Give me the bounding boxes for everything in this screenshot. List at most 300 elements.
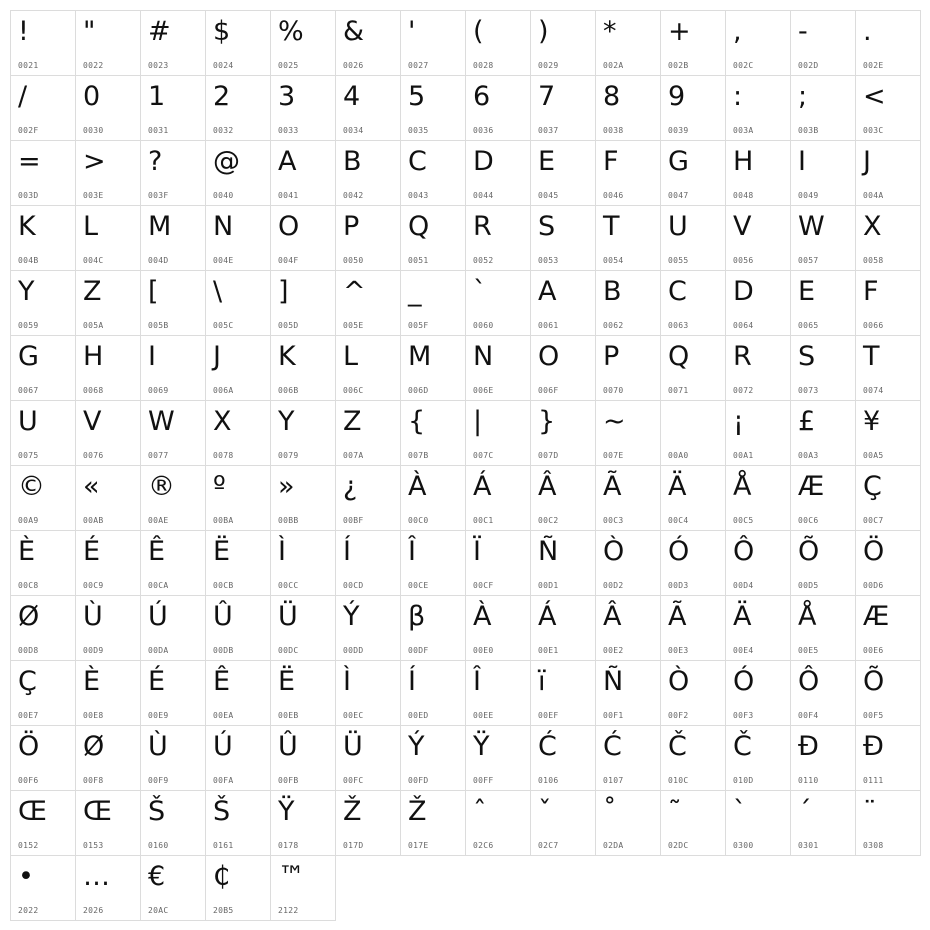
glyph-character: 0 bbox=[83, 81, 101, 112]
glyph-character: N bbox=[213, 211, 234, 242]
glyph-cell bbox=[595, 660, 661, 726]
glyph-character: _ bbox=[408, 276, 422, 307]
glyph-cell bbox=[595, 270, 661, 336]
glyph-codepoint: 003E bbox=[83, 191, 104, 200]
glyph-character: Á bbox=[538, 601, 557, 632]
glyph-codepoint: 002F bbox=[18, 126, 39, 135]
glyph-character: Đ bbox=[798, 731, 819, 762]
glyph-codepoint: 00BB bbox=[278, 516, 299, 525]
glyph-codepoint: 005C bbox=[213, 321, 234, 330]
glyph-codepoint: 00D5 bbox=[798, 581, 819, 590]
glyph-cell bbox=[140, 855, 206, 921]
glyph-character: P bbox=[343, 211, 360, 242]
glyph-codepoint: 00FC bbox=[343, 776, 364, 785]
glyph-codepoint: 02DC bbox=[668, 841, 689, 850]
glyph-codepoint: 004D bbox=[148, 256, 169, 265]
glyph-codepoint: 004B bbox=[18, 256, 39, 265]
glyph-cell bbox=[855, 465, 921, 531]
glyph-codepoint: 00F8 bbox=[83, 776, 104, 785]
glyph-codepoint: 0111 bbox=[863, 776, 884, 785]
glyph-codepoint: 005A bbox=[83, 321, 104, 330]
glyph-codepoint: 02DA bbox=[603, 841, 624, 850]
glyph-codepoint: 0058 bbox=[863, 256, 884, 265]
glyph-codepoint: 0160 bbox=[148, 841, 169, 850]
glyph-cell bbox=[10, 140, 76, 206]
glyph-codepoint: 00DF bbox=[408, 646, 429, 655]
glyph-codepoint: 002E bbox=[863, 61, 884, 70]
glyph-cell bbox=[75, 75, 141, 141]
glyph-character: À bbox=[473, 601, 492, 632]
glyph-codepoint: 0063 bbox=[668, 321, 689, 330]
glyph-codepoint: 00F3 bbox=[733, 711, 754, 720]
glyph-character: U bbox=[668, 211, 688, 242]
glyph-codepoint: 005B bbox=[148, 321, 169, 330]
glyph-character: - bbox=[798, 16, 808, 47]
glyph-character: # bbox=[148, 16, 171, 47]
glyph-character: \ bbox=[213, 276, 223, 307]
glyph-character: Ÿ bbox=[473, 731, 490, 762]
glyph-character: J bbox=[213, 341, 221, 372]
glyph-character: D bbox=[733, 276, 754, 307]
glyph-cell bbox=[660, 725, 726, 791]
glyph-character: ) bbox=[538, 16, 549, 47]
glyph-cell bbox=[335, 790, 401, 856]
glyph-character: . bbox=[863, 16, 872, 47]
glyph-character: W bbox=[148, 406, 175, 437]
glyph-cell bbox=[790, 10, 856, 76]
glyph-cell bbox=[465, 530, 531, 596]
glyph-character: Û bbox=[278, 731, 298, 762]
glyph-character: Ú bbox=[148, 601, 168, 632]
glyph-codepoint: 0048 bbox=[733, 191, 754, 200]
glyph-cell bbox=[205, 855, 271, 921]
glyph-cell bbox=[855, 660, 921, 726]
glyph-character: Â bbox=[538, 471, 557, 502]
glyph-character: Ô bbox=[733, 536, 755, 567]
glyph-codepoint: 010D bbox=[733, 776, 754, 785]
glyph-codepoint: 005D bbox=[278, 321, 299, 330]
glyph-codepoint: 0043 bbox=[408, 191, 429, 200]
glyph-cell bbox=[725, 10, 791, 76]
glyph-character: • bbox=[18, 861, 34, 892]
glyph-cell bbox=[10, 855, 76, 921]
glyph-codepoint: 0041 bbox=[278, 191, 299, 200]
glyph-cell bbox=[335, 400, 401, 466]
glyph-codepoint: 0040 bbox=[213, 191, 234, 200]
glyph-character: R bbox=[473, 211, 492, 242]
glyph-codepoint: 004E bbox=[213, 256, 234, 265]
glyph-codepoint: 00CD bbox=[343, 581, 364, 590]
glyph-character: È bbox=[18, 536, 36, 567]
glyph-character: Æ bbox=[863, 601, 890, 632]
glyph-cell bbox=[725, 595, 791, 661]
glyph-codepoint: 0055 bbox=[668, 256, 689, 265]
glyph-cell bbox=[530, 790, 596, 856]
glyph-character: F bbox=[603, 146, 619, 177]
glyph-cell bbox=[75, 790, 141, 856]
glyph-character: Ö bbox=[863, 536, 885, 567]
glyph-character: { bbox=[408, 406, 426, 437]
glyph-cell bbox=[465, 465, 531, 531]
glyph-cell bbox=[790, 140, 856, 206]
glyph-cell bbox=[270, 270, 336, 336]
glyph-cell bbox=[790, 75, 856, 141]
glyph-character: ( bbox=[473, 16, 484, 47]
glyph-character: Ø bbox=[18, 601, 40, 632]
glyph-character: Í bbox=[408, 666, 416, 697]
glyph-cell bbox=[140, 270, 206, 336]
glyph-character: Ê bbox=[213, 666, 231, 697]
glyph-cell bbox=[465, 75, 531, 141]
glyph-codepoint: 00E4 bbox=[733, 646, 754, 655]
glyph-character: ~ bbox=[603, 406, 626, 437]
glyph-cell bbox=[595, 530, 661, 596]
glyph-cell bbox=[530, 10, 596, 76]
glyph-cell bbox=[10, 75, 76, 141]
glyph-character: Q bbox=[408, 211, 430, 242]
glyph-character: Ï bbox=[473, 536, 481, 567]
glyph-codepoint: 0047 bbox=[668, 191, 689, 200]
glyph-character: U bbox=[18, 406, 38, 437]
glyph-character: Õ bbox=[863, 666, 885, 697]
glyph-character: 6 bbox=[473, 81, 491, 112]
glyph-cell bbox=[205, 465, 271, 531]
glyph-character: Ë bbox=[278, 666, 296, 697]
glyph-codepoint: 00A1 bbox=[733, 451, 754, 460]
glyph-character: Q bbox=[668, 341, 690, 372]
glyph-character: É bbox=[148, 666, 166, 697]
glyph-character: Z bbox=[83, 276, 102, 307]
glyph-codepoint: 0035 bbox=[408, 126, 429, 135]
glyph-character: Ã bbox=[603, 471, 622, 502]
glyph-character: $ bbox=[213, 16, 231, 47]
glyph-character: Ÿ bbox=[278, 796, 295, 827]
glyph-cell bbox=[595, 205, 661, 271]
glyph-character: E bbox=[798, 276, 816, 307]
glyph-cell bbox=[400, 725, 466, 791]
glyph-codepoint: 0030 bbox=[83, 126, 104, 135]
glyph-character: E bbox=[538, 146, 556, 177]
glyph-codepoint: 005E bbox=[343, 321, 364, 330]
glyph-cell bbox=[790, 270, 856, 336]
glyph-cell bbox=[725, 660, 791, 726]
glyph-codepoint: 0023 bbox=[148, 61, 169, 70]
glyph-character: Ć bbox=[603, 731, 622, 762]
glyph-codepoint: 00EE bbox=[473, 711, 494, 720]
glyph-cell bbox=[205, 140, 271, 206]
glyph-cell bbox=[335, 530, 401, 596]
glyph-character: Ã bbox=[668, 601, 687, 632]
glyph-cell bbox=[400, 75, 466, 141]
glyph-codepoint: 004F bbox=[278, 256, 299, 265]
glyph-cell bbox=[270, 140, 336, 206]
glyph-character: V bbox=[83, 406, 102, 437]
glyph-character: € bbox=[148, 861, 166, 892]
glyph-cell bbox=[75, 335, 141, 401]
glyph-cell bbox=[790, 595, 856, 661]
glyph-character: … bbox=[83, 861, 110, 892]
glyph-codepoint: 2122 bbox=[278, 906, 299, 915]
glyph-character: K bbox=[18, 211, 36, 242]
glyph-character: Č bbox=[668, 731, 687, 762]
glyph-codepoint: 00C4 bbox=[668, 516, 689, 525]
glyph-character: ˆ bbox=[473, 796, 487, 827]
glyph-character: Á bbox=[473, 471, 492, 502]
glyph-character: S bbox=[798, 341, 816, 372]
glyph-codepoint: 007A bbox=[343, 451, 364, 460]
glyph-character: Ú bbox=[213, 731, 233, 762]
glyph-cell bbox=[855, 205, 921, 271]
glyph-codepoint: 00D3 bbox=[668, 581, 689, 590]
glyph-codepoint: 0025 bbox=[278, 61, 299, 70]
glyph-cell bbox=[140, 530, 206, 596]
glyph-codepoint: 0076 bbox=[83, 451, 104, 460]
glyph-codepoint: 2026 bbox=[83, 906, 104, 915]
glyph-cell bbox=[270, 400, 336, 466]
glyph-cell bbox=[530, 140, 596, 206]
glyph-character: Í bbox=[343, 536, 351, 567]
glyph-cell bbox=[725, 790, 791, 856]
glyph-cell bbox=[10, 205, 76, 271]
glyph-character: B bbox=[343, 146, 362, 177]
glyph-cell bbox=[400, 530, 466, 596]
glyph-codepoint: 010C bbox=[668, 776, 689, 785]
glyph-character: © bbox=[18, 471, 45, 502]
glyph-cell bbox=[725, 465, 791, 531]
glyph-cell bbox=[725, 725, 791, 791]
glyph-cell bbox=[530, 270, 596, 336]
glyph-character: Ä bbox=[668, 471, 687, 502]
glyph-character: ; bbox=[798, 81, 808, 112]
glyph-cell bbox=[10, 530, 76, 596]
glyph-character: À bbox=[408, 471, 427, 502]
glyph-codepoint: 007B bbox=[408, 451, 429, 460]
glyph-codepoint: 00E3 bbox=[668, 646, 689, 655]
glyph-character: 2 bbox=[213, 81, 231, 112]
glyph-codepoint: 0049 bbox=[798, 191, 819, 200]
glyph-character: Ô bbox=[798, 666, 820, 697]
glyph-character: 8 bbox=[603, 81, 621, 112]
glyph-cell bbox=[140, 790, 206, 856]
glyph-cell bbox=[335, 595, 401, 661]
glyph-codepoint: 0022 bbox=[83, 61, 104, 70]
glyph-cell bbox=[595, 400, 661, 466]
glyph-cell bbox=[400, 270, 466, 336]
glyph-codepoint: 0070 bbox=[603, 386, 624, 395]
glyph-codepoint: 003C bbox=[863, 126, 884, 135]
glyph-cell bbox=[530, 205, 596, 271]
glyph-character: 9 bbox=[668, 81, 686, 112]
glyph-codepoint: 00C3 bbox=[603, 516, 624, 525]
glyph-codepoint: 0037 bbox=[538, 126, 559, 135]
glyph-cell bbox=[595, 335, 661, 401]
glyph-cell bbox=[530, 335, 596, 401]
glyph-cell bbox=[75, 10, 141, 76]
glyph-codepoint: 00F6 bbox=[18, 776, 39, 785]
glyph-codepoint: 00CC bbox=[278, 581, 299, 590]
glyph-codepoint: 003D bbox=[18, 191, 39, 200]
glyph-cell bbox=[10, 790, 76, 856]
glyph-codepoint: 005F bbox=[408, 321, 429, 330]
glyph-character: ˇ bbox=[538, 796, 552, 827]
glyph-character: 1 bbox=[148, 81, 166, 112]
glyph-cell bbox=[75, 465, 141, 531]
glyph-codepoint: 00ED bbox=[408, 711, 429, 720]
glyph-cell bbox=[725, 400, 791, 466]
glyph-character: Ó bbox=[668, 536, 690, 567]
glyph-cell bbox=[400, 10, 466, 76]
glyph-cell bbox=[660, 790, 726, 856]
glyph-character: Â bbox=[603, 601, 622, 632]
glyph-cell bbox=[10, 465, 76, 531]
glyph-character: S bbox=[538, 211, 556, 242]
glyph-codepoint: 00AB bbox=[83, 516, 104, 525]
glyph-character: C bbox=[668, 276, 687, 307]
glyph-character: Y bbox=[18, 276, 35, 307]
glyph-codepoint: 0027 bbox=[408, 61, 429, 70]
glyph-cell bbox=[140, 660, 206, 726]
glyph-codepoint: 00DB bbox=[213, 646, 234, 655]
glyph-character: Ù bbox=[148, 731, 168, 762]
glyph-character: , bbox=[733, 16, 742, 47]
glyph-codepoint: 00EF bbox=[538, 711, 559, 720]
glyph-cell bbox=[75, 595, 141, 661]
glyph-cell bbox=[10, 270, 76, 336]
glyph-codepoint: 004A bbox=[863, 191, 884, 200]
glyph-codepoint: 00C7 bbox=[863, 516, 884, 525]
glyph-cell bbox=[205, 10, 271, 76]
glyph-character: Ž bbox=[343, 796, 362, 827]
glyph-cell bbox=[335, 465, 401, 531]
glyph-codepoint: 006C bbox=[343, 386, 364, 395]
glyph-cell bbox=[790, 530, 856, 596]
glyph-codepoint: 0061 bbox=[538, 321, 559, 330]
glyph-character: É bbox=[83, 536, 101, 567]
glyph-character: & bbox=[343, 16, 365, 47]
glyph-character: 5 bbox=[408, 81, 426, 112]
glyph-codepoint: 00FB bbox=[278, 776, 299, 785]
glyph-character: β bbox=[408, 601, 426, 632]
glyph-cell bbox=[660, 660, 726, 726]
glyph-character: / bbox=[18, 81, 28, 112]
glyph-codepoint: 00C2 bbox=[538, 516, 559, 525]
glyph-codepoint: 007C bbox=[473, 451, 494, 460]
glyph-character: 3 bbox=[278, 81, 296, 112]
glyph-codepoint: 20AC bbox=[148, 906, 169, 915]
glyph-cell bbox=[660, 335, 726, 401]
glyph-cell bbox=[725, 270, 791, 336]
glyph-cell bbox=[205, 75, 271, 141]
glyph-character: Û bbox=[213, 601, 233, 632]
glyph-character: Z bbox=[343, 406, 362, 437]
glyph-character: } bbox=[538, 406, 556, 437]
glyph-cell bbox=[465, 270, 531, 336]
glyph-cell bbox=[595, 725, 661, 791]
glyph-character: M bbox=[148, 211, 172, 242]
glyph-cell bbox=[465, 725, 531, 791]
glyph-cell bbox=[400, 790, 466, 856]
glyph-codepoint: 0026 bbox=[343, 61, 364, 70]
glyph-character: Ç bbox=[863, 471, 882, 502]
glyph-cell bbox=[790, 725, 856, 791]
glyph-codepoint: 00D1 bbox=[538, 581, 559, 590]
glyph-character: K bbox=[278, 341, 296, 372]
glyph-character: Ý bbox=[343, 601, 360, 632]
glyph-cell bbox=[530, 465, 596, 531]
glyph-character: H bbox=[83, 341, 104, 372]
glyph-cell bbox=[595, 140, 661, 206]
glyph-character: F bbox=[863, 276, 879, 307]
glyph-cell bbox=[530, 660, 596, 726]
glyph-codepoint: 00EC bbox=[343, 711, 364, 720]
glyph-cell bbox=[205, 790, 271, 856]
glyph-codepoint: 00EA bbox=[213, 711, 234, 720]
glyph-cell bbox=[595, 595, 661, 661]
glyph-character: ¨ bbox=[863, 796, 877, 827]
glyph-character: ` bbox=[473, 276, 487, 307]
glyph-cell bbox=[335, 725, 401, 791]
glyph-cell bbox=[270, 790, 336, 856]
glyph-codepoint: 00D9 bbox=[83, 646, 104, 655]
glyph-cell bbox=[855, 335, 921, 401]
glyph-codepoint: 0161 bbox=[213, 841, 234, 850]
glyph-cell bbox=[400, 335, 466, 401]
glyph-character: > bbox=[83, 146, 106, 177]
glyph-codepoint: 0110 bbox=[798, 776, 819, 785]
glyph-cell bbox=[660, 465, 726, 531]
glyph-character: M bbox=[408, 341, 432, 372]
glyph-character: = bbox=[18, 146, 41, 177]
glyph-character: % bbox=[278, 16, 304, 47]
glyph-cell bbox=[660, 140, 726, 206]
glyph-character: < bbox=[863, 81, 886, 112]
glyph-cell bbox=[530, 725, 596, 791]
glyph-character: Ü bbox=[278, 601, 298, 632]
glyph-cell bbox=[595, 790, 661, 856]
glyph-cell bbox=[465, 400, 531, 466]
glyph-cell bbox=[660, 595, 726, 661]
glyph-cell bbox=[530, 400, 596, 466]
glyph-cell bbox=[465, 790, 531, 856]
glyph-character: ^ bbox=[343, 276, 366, 307]
glyph-codepoint: 0062 bbox=[603, 321, 624, 330]
glyph-character: I bbox=[148, 341, 156, 372]
glyph-character: O bbox=[278, 211, 300, 242]
glyph-codepoint: 0053 bbox=[538, 256, 559, 265]
glyph-character: » bbox=[278, 471, 295, 502]
glyph-cell bbox=[400, 205, 466, 271]
glyph-codepoint: 006B bbox=[278, 386, 299, 395]
glyph-character: P bbox=[603, 341, 620, 372]
glyph-codepoint: 002D bbox=[798, 61, 819, 70]
glyph-character: ™ bbox=[278, 861, 305, 892]
glyph-cell bbox=[530, 75, 596, 141]
glyph-character: Î bbox=[473, 666, 481, 697]
glyph-codepoint: 00F5 bbox=[863, 711, 884, 720]
glyph-cell bbox=[400, 660, 466, 726]
glyph-character: G bbox=[18, 341, 39, 372]
glyph-cell bbox=[725, 205, 791, 271]
glyph-cell bbox=[855, 595, 921, 661]
glyph-codepoint: 0046 bbox=[603, 191, 624, 200]
glyph-codepoint: 0054 bbox=[603, 256, 624, 265]
glyph-cell bbox=[270, 205, 336, 271]
glyph-cell bbox=[660, 10, 726, 76]
glyph-character: " bbox=[83, 16, 96, 47]
glyph-character: Æ bbox=[798, 471, 825, 502]
glyph-codepoint: 0300 bbox=[733, 841, 754, 850]
glyph-character: + bbox=[668, 16, 691, 47]
